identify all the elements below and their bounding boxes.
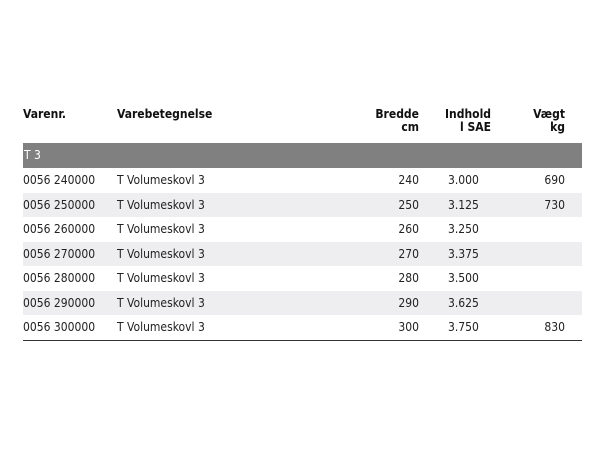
cell-capacity: 3.250	[448, 222, 479, 236]
cell-width: 250	[398, 197, 419, 212]
header-varenr: Varenr.	[23, 107, 67, 121]
cell-capacity: 3.625	[448, 295, 479, 310]
table-row	[23, 193, 582, 218]
table-header	[23, 100, 582, 143]
product-table	[23, 100, 582, 341]
cell-width: 260	[398, 222, 419, 236]
cell-description: T Volumeskovl 3	[117, 197, 205, 212]
cell-description: T Volumeskovl 3	[117, 271, 205, 285]
header-width-label: Bredde	[375, 107, 419, 121]
header-weight	[533, 108, 565, 134]
cell-description: T Volumeskovl 3	[117, 173, 205, 187]
table-row	[23, 291, 582, 316]
header-capacity	[445, 108, 491, 134]
cell-varenr: 0056 280000	[23, 271, 96, 285]
header-weight-label: Vægt	[533, 107, 565, 121]
group-label: T 3	[24, 148, 41, 162]
cell-width: 240	[398, 173, 419, 187]
cell-varenr: 0056 250000	[23, 197, 96, 212]
cell-description: T Volumeskovl 3	[117, 295, 205, 310]
table-row	[23, 242, 582, 267]
cell-capacity: 3.375	[448, 246, 479, 261]
header-capacity-unit: l SAE	[460, 120, 491, 134]
cell-capacity: 3.500	[448, 271, 479, 285]
cell-capacity: 3.125	[448, 197, 479, 212]
table-body	[23, 168, 582, 340]
header-weight-unit: kg	[550, 120, 565, 134]
header-capacity-label: Indhold	[445, 107, 491, 121]
cell-width: 290	[398, 295, 419, 310]
table-row	[23, 315, 582, 340]
cell-width: 300	[398, 320, 419, 334]
cell-weight: 730	[544, 197, 565, 212]
cell-varenr: 0056 260000	[23, 222, 96, 236]
cell-varenr: 0056 270000	[23, 246, 96, 261]
cell-varenr: 0056 290000	[23, 295, 96, 310]
cell-weight: 690	[544, 173, 565, 187]
cell-width: 280	[398, 271, 419, 285]
cell-width: 270	[398, 246, 419, 261]
cell-capacity: 3.750	[448, 320, 479, 334]
header-width-unit: cm	[401, 120, 419, 134]
cell-description: T Volumeskovl 3	[117, 320, 205, 334]
cell-weight: 830	[544, 320, 565, 334]
cell-varenr: 0056 300000	[23, 320, 96, 334]
cell-capacity: 3.000	[448, 173, 479, 187]
table-row	[23, 168, 582, 193]
cell-description: T Volumeskovl 3	[117, 222, 205, 236]
table-bottom-rule	[23, 340, 582, 341]
table-row	[23, 217, 582, 242]
cell-description: T Volumeskovl 3	[117, 246, 205, 261]
group-row	[23, 143, 582, 168]
cell-varenr: 0056 240000	[23, 173, 96, 187]
table-row	[23, 266, 582, 291]
header-width	[375, 108, 419, 134]
header-description: Varebetegnelse	[117, 107, 213, 121]
